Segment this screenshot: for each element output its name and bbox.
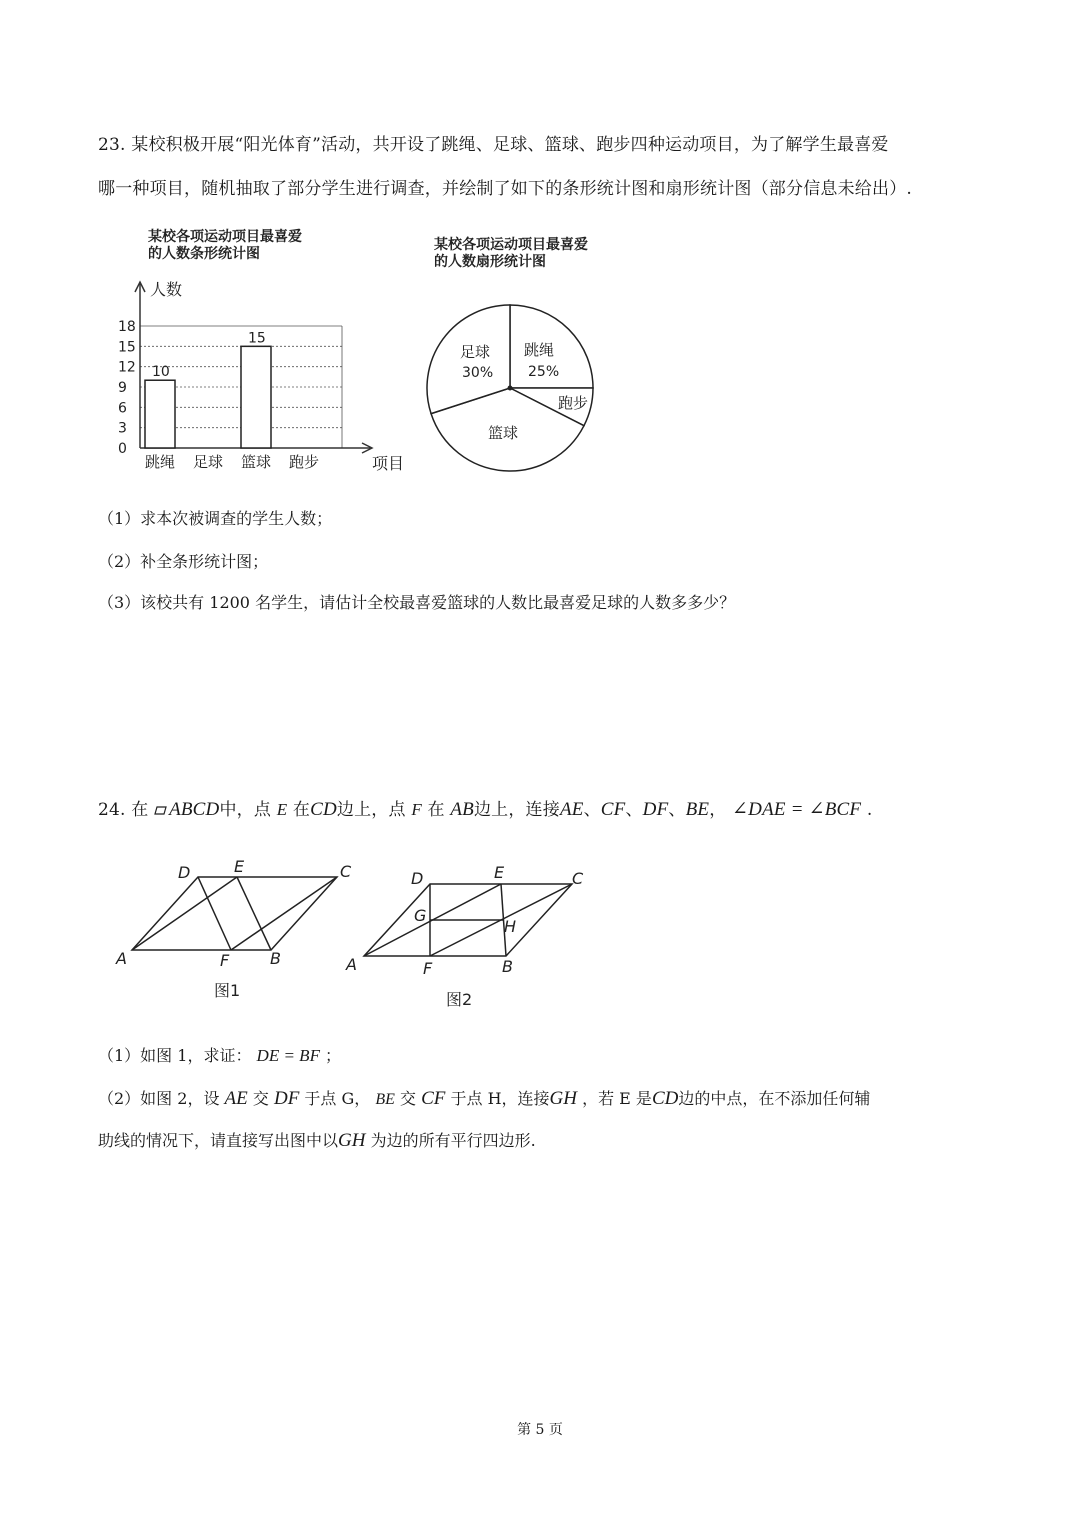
q24-text-line1: 24. 在 ABCD 中，点 E 在 CD 边上，点 F 在 AB 边上，连接 AE 、 CF 、 DF 、 BE ， ∠DAE = ∠BCF .	[98, 799, 873, 820]
bar-chart-title	[148, 229, 302, 263]
fig1-parallelogram	[132, 877, 337, 950]
fig1-label-b: B	[270, 949, 281, 968]
ytick-label: 3	[118, 420, 127, 437]
pie-percent-jump-rope: 25%	[528, 364, 560, 380]
fig1-label-e: E	[234, 857, 245, 876]
fig1-label-f: F	[220, 951, 230, 970]
q23-sub3: （3）该校共有 1200 名学生，请估计全校最喜爱篮球的人数比最喜爱足球的人数多多少？	[98, 593, 736, 612]
fig1-label-c: C	[340, 862, 352, 881]
q24-sub2-line1: （2）如图 2，设 AE 交 DF 于点 G， BE 交 CF 于点 H，连接 GH ，若 E 是 CD 边的中点，在不添加任何辅	[98, 1088, 871, 1109]
fig1-segment-be	[237, 877, 271, 950]
pie-chart-title-line1: 某校各项运动项目最喜爱	[434, 237, 588, 253]
fig1-segment-df	[198, 877, 231, 950]
fig1-label-a: A	[116, 949, 127, 968]
pie-chart-title-line2: 的人数扇形统计图	[434, 254, 546, 270]
pie-chart-title	[434, 237, 588, 271]
bar-value-label: 10	[152, 364, 170, 381]
q23-sub1: （1）求本次被调查的学生人数；	[98, 509, 333, 528]
bar-chart-categories	[145, 453, 319, 471]
pie-chart	[420, 300, 610, 480]
y-axis-label: 人数	[150, 280, 183, 299]
page-footer: 第 5 页	[517, 1422, 563, 1438]
bar-chart	[110, 270, 420, 480]
fig2-label-h: H	[504, 917, 517, 936]
fig1-caption: 图1	[214, 981, 241, 1000]
bar-chart-bars	[145, 330, 271, 448]
pie-label-jump-rope: 跳绳	[524, 341, 555, 359]
category-label: 足球	[193, 453, 224, 471]
q23-text-line1: 23. 某校积极开展“阳光体育”活动，共开设了跳绳、足球、篮球、跑步四种运动项目，为了解学生最喜爱	[98, 135, 889, 155]
fig2-label-e: E	[494, 863, 505, 882]
fig1-segment-cf	[231, 877, 337, 950]
figure-2	[340, 860, 600, 1015]
parallelogram-icon	[154, 802, 167, 811]
category-label: 跑步	[289, 453, 320, 471]
bar-chart-title-line2: 的人数条形统计图	[148, 246, 260, 262]
bar-value-label: 15	[248, 330, 266, 347]
ytick-label: 18	[118, 319, 136, 335]
ytick-label: 15	[118, 339, 136, 356]
pie-label-basketball: 篮球	[488, 424, 519, 442]
ytick-label: 6	[118, 400, 127, 417]
fig2-caption: 图2	[446, 990, 473, 1009]
bar-0	[145, 380, 175, 448]
x-axis-label: 项目	[372, 454, 405, 473]
category-label: 跳绳	[145, 453, 176, 471]
ytick-label: 9	[118, 380, 127, 396]
bar-chart-title-line1: 某校各项运动项目最喜爱	[148, 229, 302, 245]
fig2-label-a: A	[346, 955, 357, 974]
q23-sub2: （2）补全条形统计图；	[98, 552, 269, 571]
category-label: 篮球	[241, 453, 272, 471]
pie-percent-football: 30%	[462, 365, 494, 381]
pie-label-football: 足球	[460, 343, 491, 361]
figure-1	[110, 852, 360, 1002]
bar-chart-yticks	[118, 319, 136, 457]
pie-center	[508, 386, 513, 391]
fig1-label-d: D	[178, 863, 191, 882]
bar-2	[241, 346, 271, 448]
ytick-label: 0	[118, 441, 127, 457]
pie-label-running: 跑步	[558, 394, 589, 412]
q23-text-line2: 哪一种项目，随机抽取了部分学生进行调查，并绘制了如下的条形统计图和扇形统计图（部分信息未给出）.	[98, 179, 913, 199]
fig2-label-d: D	[411, 869, 424, 888]
fig2-label-b: B	[502, 957, 513, 976]
ytick-label: 12	[118, 359, 136, 376]
fig1-segment-ae	[132, 877, 237, 950]
q24-sub2-line2: 助线的情况下，请直接写出图中以 GH 为边的所有平行四边形.	[98, 1130, 536, 1151]
fig2-label-f: F	[423, 959, 433, 978]
q24-sub1: （1）如图 1，求证： DE = BF ；	[98, 1046, 342, 1065]
fig2-label-c: C	[572, 869, 584, 888]
fig2-label-g: G	[414, 906, 427, 925]
